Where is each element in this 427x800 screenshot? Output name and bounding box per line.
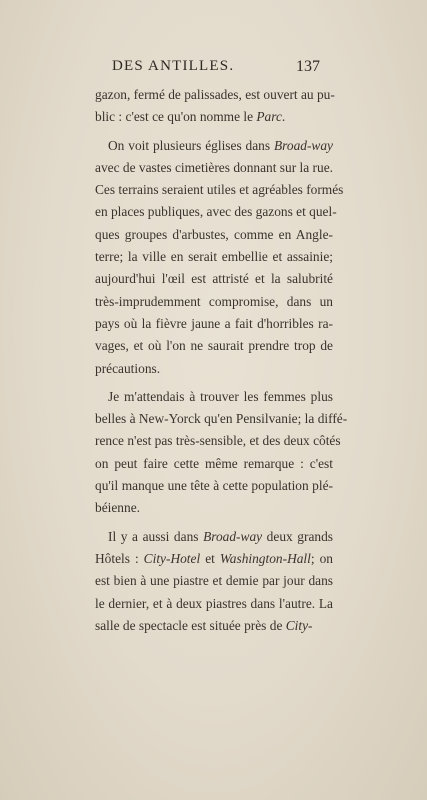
text-run: le dernier, et à deux piastres dans l'autre. La (95, 595, 333, 611)
text-line (95, 615, 333, 637)
text-run: qu'il manque une tête à cette population plé- (95, 478, 333, 494)
text-line (95, 430, 341, 452)
text-line (95, 84, 333, 106)
text-run: ; on (310, 550, 333, 566)
text-line (95, 157, 333, 179)
text-run: en places publiques, avec des gazons et quel- (95, 204, 337, 220)
text-run: est bien à une piastre et demie par jour dans (95, 573, 333, 589)
text-line (95, 548, 333, 570)
text-run: Il y a aussi dans (108, 528, 204, 544)
italic-phrase: City-Hotel (143, 550, 201, 566)
text-run: gazon, fermé de palissades, est ouvert au pu- (95, 87, 335, 102)
text-line (95, 453, 333, 475)
text-run: ques groupes d'arbustes, comme en Angle- (95, 226, 333, 242)
text-run: pays où la fièvre jaune a fait d'horribles ra- (95, 315, 333, 331)
text-line (95, 526, 333, 548)
text-line (95, 179, 344, 201)
italic-phrase: City- (285, 617, 313, 633)
text-line (95, 570, 333, 592)
text-run: rence n'est pas très-sensible, et des deux côtés (95, 433, 341, 449)
text-run: Je m'attendais à trouver les femmes plus (108, 388, 333, 404)
text-line (95, 246, 333, 268)
italic-phrase: Parc (256, 109, 282, 125)
text-run: béienne. (95, 500, 140, 516)
text-run: deux grands (262, 528, 333, 544)
text-run: blic : c'est ce qu'on nomme le (95, 109, 257, 125)
text-run: très-imprudemment compromise, dans un (95, 293, 333, 309)
text-run: on peut faire cette même remarque : c'est (95, 455, 333, 471)
italic-phrase: Broad-way (203, 528, 263, 544)
text-run: terre; la ville en serait embellie et assainie; (95, 249, 333, 265)
text-run: On voit plusieurs églises dans (108, 137, 274, 153)
text-run: salle de spectacle est située près de (95, 617, 286, 633)
text-line (95, 475, 333, 497)
italic-phrase: Broad-way (273, 137, 333, 153)
text-run: Ces terrains seraient utiles et agréables formés (95, 182, 344, 198)
text-run: et (200, 550, 220, 566)
paragraph (95, 386, 348, 520)
paragraph (95, 526, 333, 637)
page-number: 137 (296, 58, 320, 75)
running-head: DES ANTILLES. (112, 58, 235, 74)
text-line (95, 358, 333, 380)
text-run: belles à New-Yorck qu'en Pensilvanie; la diffé- (95, 411, 348, 427)
italic-phrase: Washington-Hall (219, 550, 311, 566)
text-run: aujourd'hui l'œil est attristé et la salubrité (95, 271, 333, 287)
text-line (95, 313, 333, 335)
text-line (95, 268, 333, 290)
text-run: Hôtels : (95, 550, 144, 566)
text-run: précautions. (95, 360, 161, 376)
text-line (95, 224, 333, 246)
text-line (95, 291, 333, 313)
text-run: vages, et où l'on ne saurait prendre trop de (95, 338, 333, 354)
text-run: avec de vastes cimetières donnant sur la rue. (95, 159, 333, 175)
body-text (95, 84, 348, 637)
text-line (95, 497, 333, 519)
text-line (95, 201, 337, 223)
page-header (0, 58, 427, 80)
text-run: . (281, 109, 286, 125)
text-line (95, 386, 333, 408)
paragraph (95, 135, 344, 380)
paragraph (95, 84, 333, 129)
text-line (95, 106, 333, 128)
text-line (95, 335, 333, 357)
text-line (95, 408, 348, 430)
text-line (95, 135, 333, 157)
text-line (95, 593, 333, 615)
